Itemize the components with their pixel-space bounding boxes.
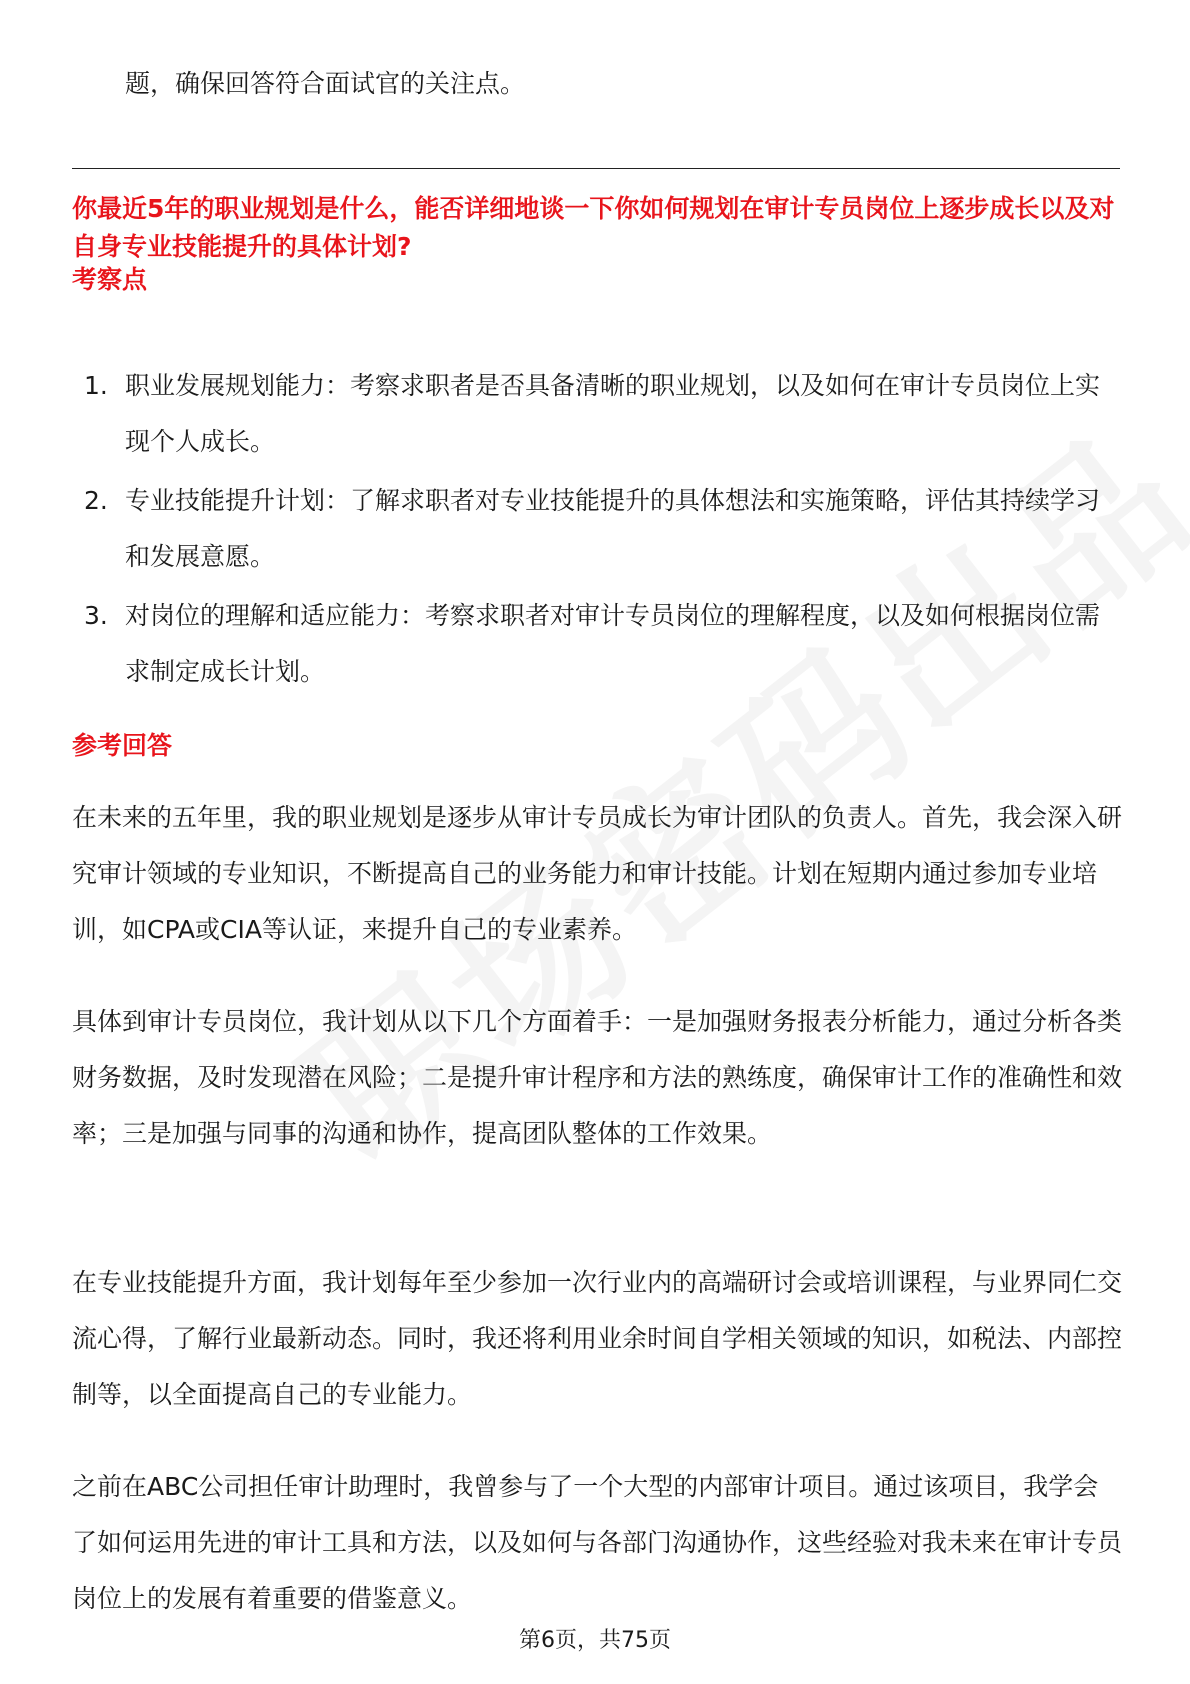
section-divider (72, 168, 1120, 169)
list-item (72, 473, 1122, 585)
answer-paragraph: 在专业技能提升方面，我计划每年至少参加一次行业内的高端研讨会或培训课程，与业界同仁交流心得，了解行业最新动态。同时，我还将利用业余时间自学相关领域的知识，如税法、内部控制等，以全面提高自己的专业能力。 (72, 1268, 1123, 1409)
list-item-text: 对岗位的理解和适应能力：考察求职者对审计专员岗位的理解程度，以及如何根据岗位需求制定成长计划。 (125, 601, 1101, 686)
carryover-text: 题，确保回答符合面试官的关注点。 (125, 69, 526, 98)
answer-paragraph: 具体到审计专员岗位，我计划从以下几个方面着手：一是加强财务报表分析能力，通过分析各类财务数据，及时发现潜在风险；二是提升审计程序和方法的熟练度，确保审计工作的准确性和效率；三是加强与同事的沟通和协作，提高团队整体的工作效果。 (72, 1007, 1123, 1148)
list-item (72, 588, 1122, 700)
answer-section-title: 参考回答 (72, 731, 173, 760)
page-footer: 第6页，共75页 (519, 1628, 671, 1653)
list-item (72, 358, 1122, 470)
answer-paragraph: 之前在ABC公司担任审计助理时，我曾参与了一个大型的内部审计项目。通过该项目，我学会了如何运用先进的审计工具和方法，以及如何与各部门沟通协作，这些经验对我未来在审计专员岗位上的发展有着重要的借鉴意义。 (72, 1472, 1123, 1613)
focus-section-title: 考察点 (72, 265, 148, 294)
list-item-text: 专业技能提升计划：了解求职者对专业技能提升的具体想法和实施策略，评估其持续学习和发展意愿。 (125, 486, 1101, 571)
question-heading: 你最近5年的职业规划是什么，能否详细地谈一下你如何规划在审计专员岗位上逐步成长以及对自身专业技能提升的具体计划? (72, 194, 1115, 261)
list-item-number: 2. (84, 486, 108, 515)
list-item-number: 3. (84, 601, 108, 630)
focus-list (72, 358, 1122, 703)
list-item-text: 职业发展规划能力：考察求职者是否具备清晰的职业规划，以及如何在审计专员岗位上实现个人成长。 (125, 371, 1101, 456)
list-item-number: 1. (84, 371, 108, 400)
answer-paragraph: 在未来的五年里，我的职业规划是逐步从审计专员成长为审计团队的负责人。首先，我会深入研究审计领域的专业知识，不断提高自己的业务能力和审计技能。计划在短期内通过参加专业培训，如CPA或CIA等认证，来提升自己的专业素养。 (72, 803, 1123, 944)
